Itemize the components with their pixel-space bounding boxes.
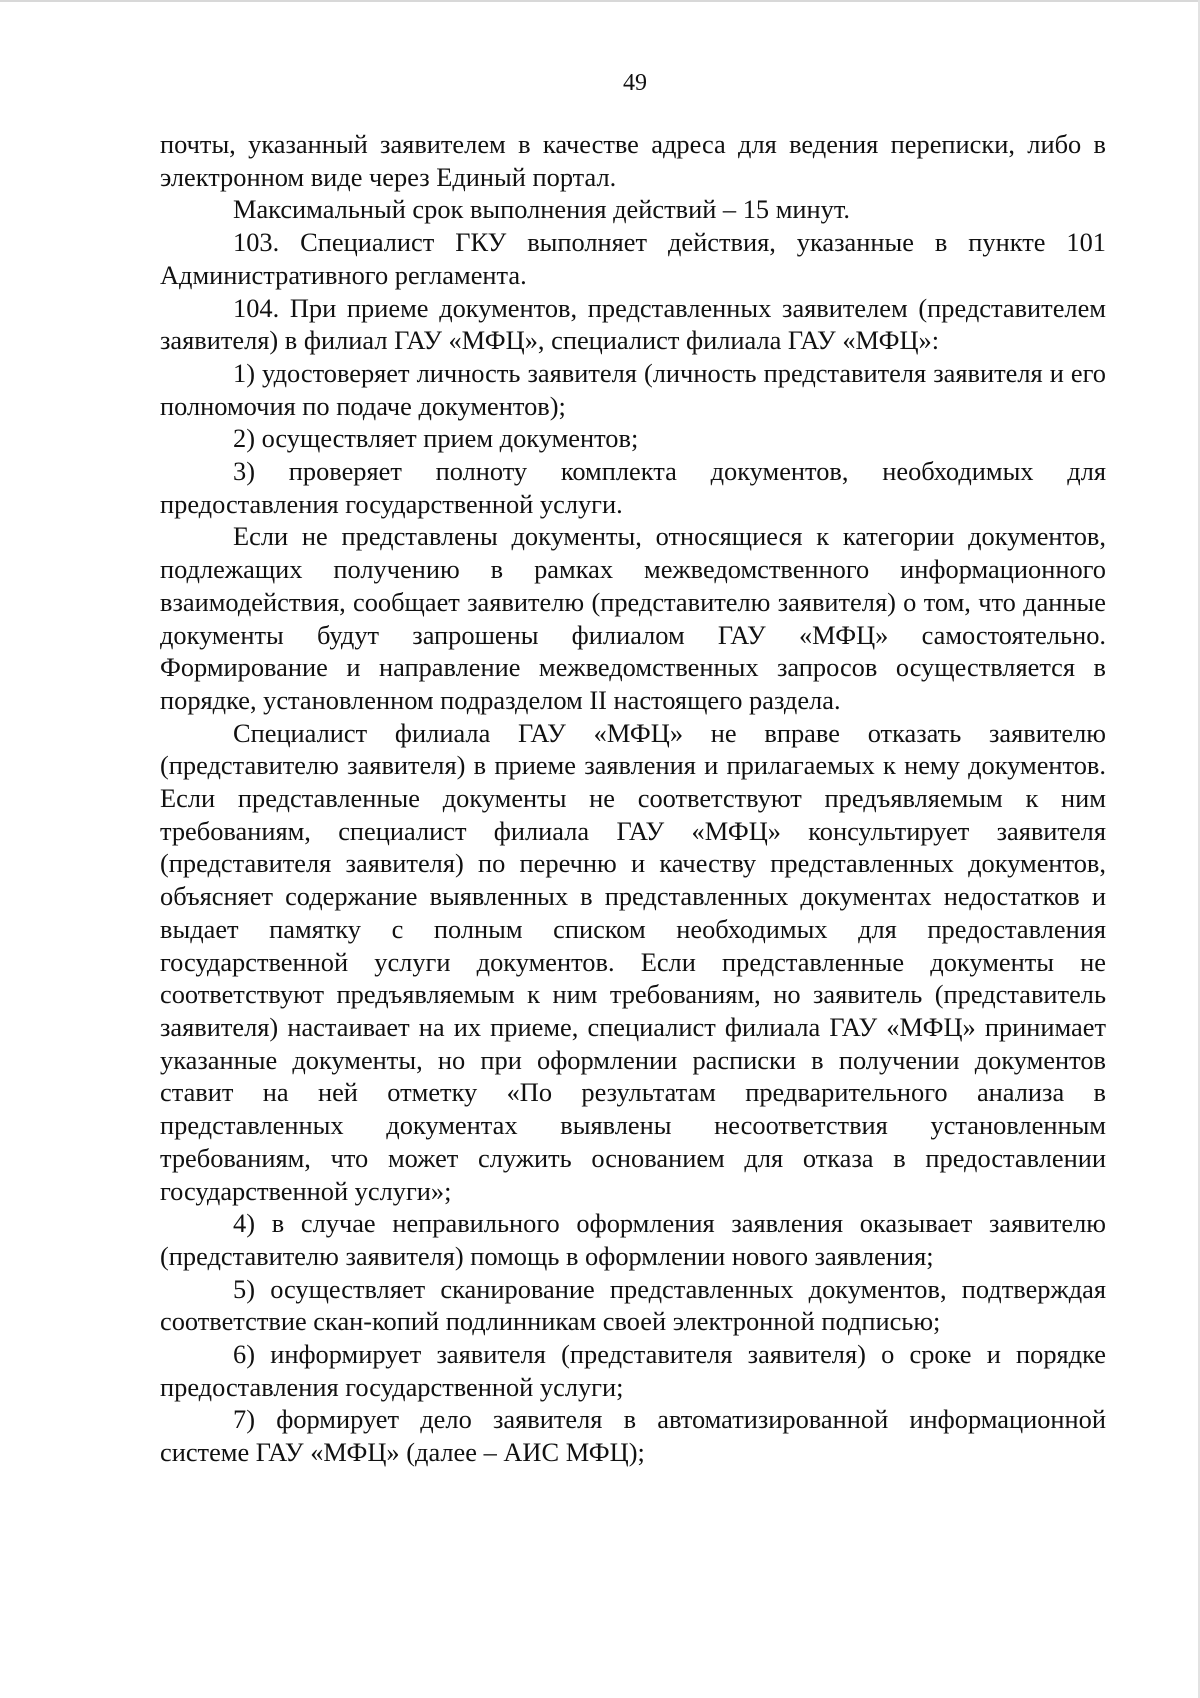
paragraph-103: 103. Специалист ГКУ выполняет действия, указанные в пункте 101 Административного регламента. [160,227,1106,290]
paragraph-max-time: Максимальный срок выполнения действий – 15 минут. [233,194,850,225]
paragraph-no-refusal: Специалист филиала ГАУ «МФЦ» не вправе отказать заявителю (представителю заявителя) в приеме заявления и прилагаемых к нему документов. Если представленные документы не соответствуют предъявляемым к ним требованиям, специалист филиала ГАУ «МФЦ» консультирует заявителя (представителя заявителя) по перечню и качеству представленных документов, объясняет содержание выявленных в представленных документах недостатков и выдает памятку с полным списком необходимых для предоставления государственной услуги документов. Если представленные документы не соответствуют предъявляемым к ним требованиям, но заявитель (представитель заявителя) настаивает на их приеме, специалист филиала ГАУ «МФЦ» принимает указанные документы, но при оформлении расписки в получении документов ставит на ней отметку «По результатам предварительного анализа в представленных документах выявлены несоответствия установленным требованиям, что может служить основанием для отказа в предоставлении государственной услуги»; [160,717,1106,1206]
list-item-1: 1) удостоверяет личность заявителя (личность представителя заявителя и его полномочия по подаче документов); [160,357,1106,421]
paragraph-missing-documents: Если не представлены документы, относящиеся к категории документов, подлежащих получению в рамках межведомственного информационного взаимодействия, сообщает заявителю (представителю заявителя) о том, что данные документы будут запрошены филиалом ГАУ «МФЦ» самостоятельно. Формирование и направление межведомственных запросов осуществляется в порядке, установленном подразделом II настоящего раздела. [160,521,1106,715]
document-body [160,128,1106,1469]
paragraph-continuation: почты, указанный заявителем в качестве адреса для ведения переписки, либо в электронном виде через Единый портал. [160,129,1106,192]
list-item-3: 3) проверяет полноту комплекта документов, необходимых для предоставления государственной услуги. [160,456,1106,519]
list-item-6: 6) информирует заявителя (представителя заявителя) о сроке и порядке предоставления государственной услуги; [160,1339,1106,1402]
list-item-2: 2) осуществляет прием документов; [233,423,639,454]
list-item-7: 7) формирует дело заявителя в автоматизированной информационной системе ГАУ «МФЦ» (далее – АИС МФЦ); [160,1404,1106,1468]
paragraph-104: 104. При приеме документов, представленных заявителем (представителем заявителя) в филиал ГАУ «МФЦ», специалист филиала ГАУ «МФЦ»: [160,292,1106,356]
scan-edge-top [0,0,1200,2]
page-number: 49 [623,70,647,96]
list-item-5: 5) осуществляет сканирование представленных документов, подтверждая соответствие скан-копий подлинникам своей электронной подписью; [160,1273,1106,1337]
list-item-4: 4) в случае неправильного оформления заявления оказывает заявителю (представителю заявителя) помощь в оформлении нового заявления; [160,1208,1106,1271]
